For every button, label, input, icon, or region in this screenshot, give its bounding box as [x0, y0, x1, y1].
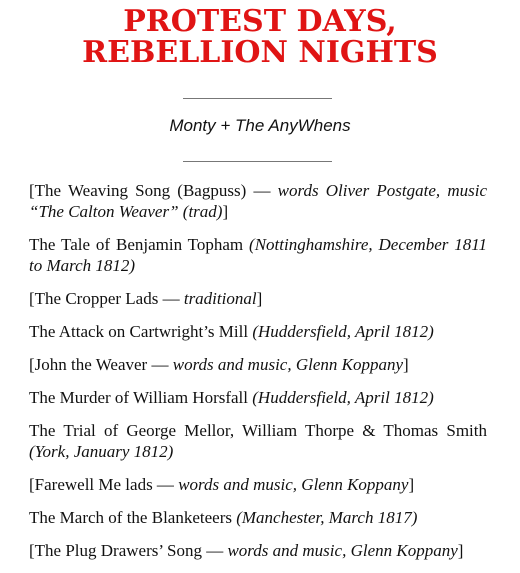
song-list [29, 180, 487, 573]
title-line-1: PROTEST DAYS, [123, 4, 397, 39]
song-title: [The Cropper Lads — [29, 289, 184, 308]
song-note: traditional [183, 289, 257, 308]
song-note: words and music, Glenn Koppany [172, 355, 404, 374]
song-note: words and music, Glenn Koppany [178, 475, 409, 494]
song-title: [The Plug Drawers’ Song — [29, 541, 228, 560]
song-item [29, 288, 487, 309]
divider-bottom [183, 161, 332, 162]
song-title: The March of the Blanketeers [29, 508, 237, 527]
artist-subtitle: Monty + The AnyWhens [169, 116, 351, 135]
divider-top [183, 98, 332, 99]
song-item [29, 354, 487, 375]
song-item [29, 387, 487, 408]
song-item [29, 507, 487, 528]
song-title: The Trial of George Mellor, William Thorpe & Thomas Smith [29, 421, 487, 440]
song-note: (Manchester, March 1817) [236, 508, 418, 527]
song-suffix: ] [408, 475, 415, 494]
song-item [29, 474, 487, 495]
song-note: (Nottinghamshire, December 1811 to March 1812) [29, 235, 487, 275]
song-title: The Tale of Benjamin Topham [29, 235, 250, 254]
song-title: [John the Weaver — [29, 355, 173, 374]
song-note: words Oliver Postgate, music “The Calton Weaver” (trad) [29, 181, 487, 221]
song-suffix: ] [403, 355, 409, 374]
song-item [29, 180, 487, 222]
title-line-2: REBELLION NIGHTS [82, 35, 438, 70]
song-suffix: ] [457, 541, 464, 560]
song-item [29, 321, 487, 342]
song-item [29, 420, 487, 462]
song-title: The Attack on Cartwright’s Mill [29, 322, 253, 341]
song-note: words and music, Glenn Koppany [227, 541, 458, 560]
song-suffix: ] [222, 202, 229, 221]
page-title [0, 6, 520, 68]
song-title: The Murder of William Horsfall [29, 388, 253, 407]
song-suffix: ] [256, 289, 263, 308]
song-title: [The Weaving Song (Bagpuss) — [29, 181, 278, 200]
song-note: (Huddersfield, April 1812) [252, 388, 434, 407]
song-item [29, 234, 487, 276]
song-note: (York, January 1812) [29, 442, 174, 461]
song-title: [Farewell Me lads — [29, 475, 179, 494]
song-item [29, 540, 487, 561]
song-note: (Huddersfield, April 1812) [252, 322, 434, 341]
